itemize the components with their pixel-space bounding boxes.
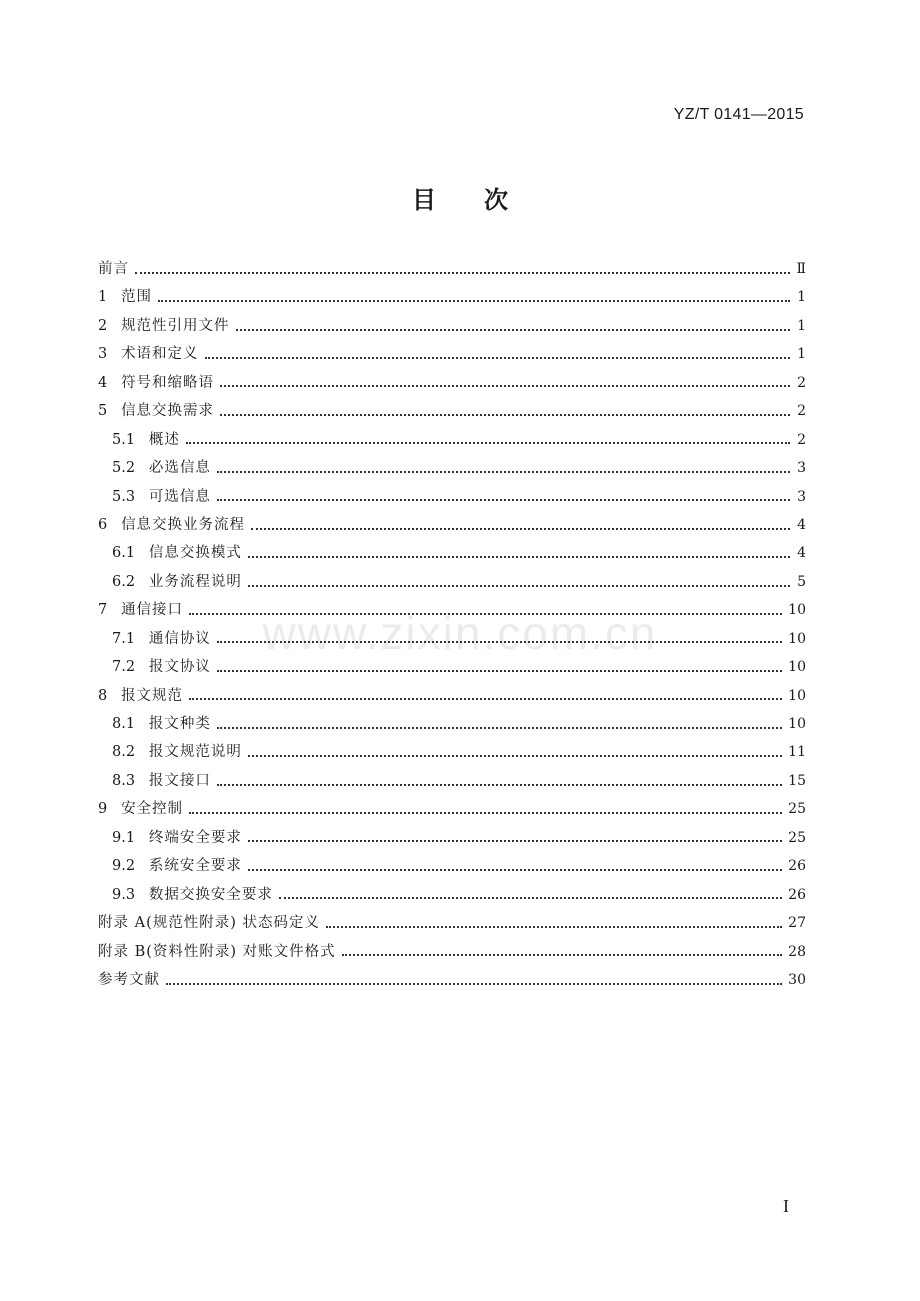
toc-entry[interactable] <box>98 454 806 482</box>
toc-entry[interactable] <box>98 625 806 653</box>
toc-entry[interactable] <box>98 397 806 425</box>
dot-leader <box>251 527 790 530</box>
toc-entry-label: 信息交换业务流程 <box>121 516 246 533</box>
toc-entry-number: 7 <box>98 602 122 619</box>
toc-entry-number: 7.1 <box>112 630 149 647</box>
toc-entry[interactable] <box>98 255 806 283</box>
toc-entry-label: 通信接口 <box>121 602 184 619</box>
toc-entry-label: 信息交换需求 <box>121 403 215 420</box>
dot-leader <box>342 953 782 956</box>
toc-entry[interactable] <box>98 426 806 454</box>
toc-entry-label: 术语和定义 <box>121 346 199 363</box>
toc-entry-number: 5.2 <box>112 460 149 477</box>
toc-entry[interactable] <box>98 483 806 511</box>
toc-entry-number: 8 <box>98 687 122 704</box>
toc-entry-page: 30 <box>788 971 806 988</box>
toc-entry-label: 报文种类 <box>148 716 211 732</box>
toc-entry-page: 1 <box>797 289 806 306</box>
page-title <box>0 180 920 215</box>
toc-entry[interactable] <box>98 966 806 994</box>
toc-entry-number: 7.2 <box>112 659 149 676</box>
toc-entry-page: 28 <box>788 943 806 960</box>
toc-entry[interactable] <box>98 682 806 710</box>
toc-entry-label: 报文规范说明 <box>148 744 242 761</box>
toc-entry-number: 8.3 <box>112 772 149 789</box>
toc-entry-label: 数据交换安全要求 <box>148 886 273 903</box>
dot-leader <box>205 356 790 359</box>
toc-entry-page: 25 <box>788 829 806 846</box>
toc-entry-label: 系统安全要求 <box>148 858 242 875</box>
toc-entry-label: 必选信息 <box>148 460 211 477</box>
dot-leader <box>217 783 782 786</box>
toc-entry-number: 9.2 <box>112 858 149 875</box>
dot-leader <box>158 299 790 302</box>
dot-leader <box>217 726 782 729</box>
toc-entry-number: 9.1 <box>112 829 149 846</box>
dot-leader <box>186 441 790 444</box>
toc-entry-page: 3 <box>797 488 806 505</box>
toc-entry-page: 4 <box>797 516 806 533</box>
toc-entry-page: 10 <box>788 716 806 732</box>
toc-entry-number: 6 <box>98 516 122 533</box>
dot-leader <box>166 982 782 985</box>
toc-entry-label: 报文协议 <box>148 659 211 676</box>
toc-entry-page: 10 <box>788 659 806 676</box>
toc-entry-number: 3 <box>98 346 122 363</box>
toc-entry[interactable] <box>98 738 806 766</box>
toc-entry-label: 附录 B(资料性附录) 对账文件格式 <box>98 943 336 960</box>
toc-entry-page: 27 <box>788 915 806 932</box>
toc-entry[interactable] <box>98 283 806 311</box>
toc-entry[interactable] <box>98 795 806 823</box>
toc-entry-page: 15 <box>788 772 806 789</box>
toc-entry-label: 可选信息 <box>148 488 211 505</box>
toc-entry-page: 10 <box>788 630 806 647</box>
toc-entry-number: 8.1 <box>112 716 149 732</box>
dot-leader <box>217 470 790 473</box>
toc-entry[interactable] <box>98 909 806 937</box>
toc-entry-label: 终端安全要求 <box>148 829 242 846</box>
toc-entry-label: 符号和缩略语 <box>121 374 215 391</box>
toc-entry[interactable] <box>98 568 806 596</box>
toc-entry-label: 概述 <box>148 431 180 448</box>
watermark: www.zixin.com.cn <box>262 607 658 659</box>
toc-entry-number: 1 <box>98 289 122 306</box>
title-char-1: 目 <box>412 186 436 214</box>
toc-entry-label: 参考文献 <box>98 971 160 988</box>
toc-entry[interactable] <box>98 340 806 368</box>
dot-leader <box>217 498 790 501</box>
toc-entry[interactable] <box>98 824 806 852</box>
toc-entry[interactable] <box>98 938 806 966</box>
toc-entry-number: 8.2 <box>112 744 149 761</box>
toc-entry-label: 信息交换模式 <box>148 545 242 562</box>
toc-entry-page: 10 <box>788 687 806 704</box>
dot-leader <box>217 640 782 643</box>
toc-entry-label: 业务流程说明 <box>148 573 242 590</box>
dot-leader <box>248 839 782 842</box>
dot-leader <box>248 868 782 871</box>
toc-entry[interactable] <box>98 511 806 539</box>
title-char-2: 次 <box>484 186 508 214</box>
toc-entry-page: 10 <box>788 602 806 619</box>
dot-leader <box>189 612 782 615</box>
toc-entry[interactable] <box>98 653 806 681</box>
toc-entry-label: 安全控制 <box>121 801 184 818</box>
dot-leader <box>236 328 790 331</box>
toc-entry[interactable] <box>98 767 806 795</box>
toc-entry-page: 2 <box>797 374 806 391</box>
toc-entry-number: 5 <box>98 403 122 420</box>
dot-leader <box>217 669 782 672</box>
dot-leader <box>189 811 782 814</box>
toc-entry-number: 4 <box>98 374 122 391</box>
toc-entry-page: 2 <box>797 403 806 420</box>
toc-entry-label: 附录 A(规范性附录) 状态码定义 <box>98 915 321 932</box>
toc-entry[interactable] <box>98 852 806 880</box>
toc-entry[interactable] <box>98 710 806 738</box>
toc-entry-page: 25 <box>788 801 806 818</box>
dot-leader <box>248 754 782 757</box>
toc-entry[interactable] <box>98 369 806 397</box>
page-number: I <box>783 1196 789 1216</box>
toc-entry-page: 4 <box>797 545 806 562</box>
toc-entry-number: 5.3 <box>112 488 149 505</box>
toc-entry-number: 2 <box>98 317 122 334</box>
toc-entry[interactable] <box>98 881 806 909</box>
toc-entry-page: 11 <box>788 744 806 761</box>
toc-entry[interactable] <box>98 312 806 340</box>
dot-leader <box>189 697 782 700</box>
dot-leader <box>326 925 782 928</box>
toc-entry-label: 规范性引用文件 <box>121 317 230 334</box>
toc-entry-page: 26 <box>788 886 806 903</box>
toc-entry[interactable] <box>98 539 806 567</box>
toc-entry-page: 3 <box>797 460 806 477</box>
toc-entry-page: 1 <box>797 346 806 363</box>
toc-entry-page: 1 <box>797 317 806 334</box>
toc-entry-label: 报文接口 <box>148 772 211 789</box>
dot-leader <box>220 384 790 387</box>
toc-entry-page: 26 <box>788 858 806 875</box>
toc-entry-label: 范围 <box>121 289 153 306</box>
document-code: YZ/T 0141—2015 <box>673 106 804 123</box>
toc-entry-number: 9 <box>98 801 122 818</box>
table-of-contents <box>98 255 806 994</box>
toc-entry-page: 5 <box>797 573 806 590</box>
toc-entry-page: Ⅱ <box>796 261 806 277</box>
toc-entry-number: 6.1 <box>112 545 149 562</box>
toc-entry-number: 6.2 <box>112 573 149 590</box>
dot-leader <box>279 896 782 899</box>
dot-leader <box>220 413 790 416</box>
dot-leader <box>248 555 790 558</box>
toc-entry-label: 前言 <box>98 261 129 277</box>
toc-entry-label: 通信协议 <box>148 630 211 647</box>
toc-entry-number: 5.1 <box>112 431 149 448</box>
dot-leader <box>248 584 790 587</box>
toc-entry[interactable] <box>98 596 806 624</box>
toc-entry-page: 2 <box>797 431 806 448</box>
toc-entry-label: 报文规范 <box>121 687 184 704</box>
toc-entry-number: 9.3 <box>112 886 149 903</box>
dot-leader <box>135 271 790 274</box>
